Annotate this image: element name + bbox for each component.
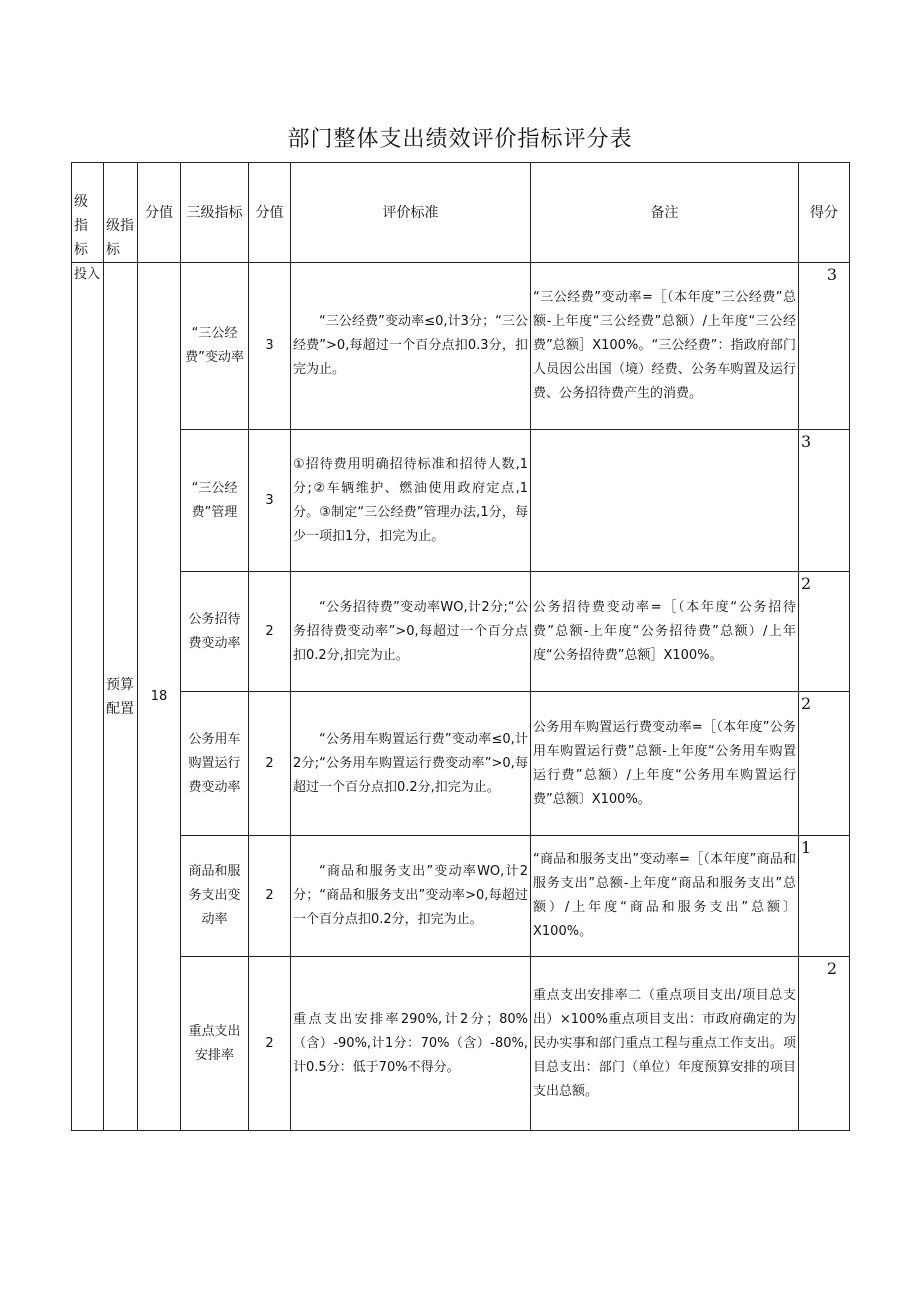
header-score-value-2: 分值 (249, 163, 291, 263)
notes-cell: 公务招待费变动率=［（本年度“公务招待费”总额-上年度“公务招待费”总额）/上年度“公务招待费”总额］X100%。 (531, 572, 799, 692)
table-row (72, 836, 850, 957)
header-row (72, 163, 850, 263)
level2-score-cell: 18 (138, 263, 181, 1131)
indicator-cell: “三公经费”管理 (181, 430, 249, 572)
notes-cell: “三公经费”变动率=［（本年度”三公经费”总额-上年度“三公经费”总额）/上年度“三公经费”总额］X100%。“三公经费”：指政府部门人员因公出国（境）经费、公务车购置及运行费、公务招待费产生的消费。 (531, 263, 799, 430)
indicator-cell: 公务招待费变动率 (181, 572, 249, 692)
notes-cell: 公务用车购置运行费变动率=［（本年度”公务用车购置运行费”总额-上年度“公务用车购置运行费”总额）/上年度“公务用车购置运行费”总额〕X100%。 (531, 692, 799, 836)
score-table (71, 162, 850, 1131)
indicator-score-cell: 3 (249, 430, 291, 572)
indicator-cell: 公务用车购置运行费变动率 (181, 692, 249, 836)
notes-cell: “商品和服务支出”变动率=［（本年度”商品和服务支出”总额-上年度“商品和服务支出”总额）/上年度“商品和服务支出”总额〕X100%。 (531, 836, 799, 957)
indicator-cell: 商品和服务支出变动率 (181, 836, 249, 957)
header-score-value-1: 分值 (138, 163, 181, 263)
header-criteria: 评价标准 (291, 163, 531, 263)
criteria-cell: “公务用车购置运行费”变动率≤0,计2分;“公务用车购置运行费变动率”>0,每超过一个百分点扣0.2分,扣完为止。 (291, 692, 531, 836)
table-row (72, 430, 850, 572)
obtained-score-cell: 2 (799, 957, 850, 1131)
header-level1: 级指标 (72, 163, 104, 263)
notes-cell: 重点支出安排率二（重点项目支出/项目总支出）×100%重点项目支出：市政府确定的为民办实事和部门重点工程与重点工作支出。项目总支出：部门（单位）年度预算安排的项目支出总额。 (531, 957, 799, 1131)
obtained-score-cell: 3 (799, 430, 850, 572)
indicator-score-cell: 2 (249, 836, 291, 957)
criteria-cell: ①招待费用明确招待标准和招待人数,1分;②车辆维护、燃油使用政府定点,1分。③制定“三公经费”管理办法,1分，每少一项扣1分，扣完为止。 (291, 430, 531, 572)
table-row (72, 572, 850, 692)
level1-cell: 投入 (72, 263, 104, 1131)
criteria-cell: “三公经费”变动率≤0,计3分；“三公经费”>0,每超过一个百分点扣0.3分，扣完为止。 (291, 263, 531, 430)
criteria-cell: “公务招待费”变动率WO,计2分;“公务招待费变动率”>0,每超过一个百分点扣0.2分,扣完为止。 (291, 572, 531, 692)
header-level3: 三级指标 (181, 163, 249, 263)
criteria-cell: 重点支出安排率290%,计2分；80%（含）-90%,计1分：70%（含）-80%,计0.5分：低于70%不得分。 (291, 957, 531, 1131)
indicator-cell: “三公经费”变动率 (181, 263, 249, 430)
indicator-score-cell: 2 (249, 957, 291, 1131)
obtained-score-cell: 1 (799, 836, 850, 957)
notes-cell (531, 430, 799, 572)
obtained-score-cell: 2 (799, 572, 850, 692)
table-row (72, 692, 850, 836)
obtained-score-cell: 3 (799, 263, 850, 430)
header-notes: 备注 (531, 163, 799, 263)
table-row (72, 957, 850, 1131)
indicator-cell: 重点支出安排率 (181, 957, 249, 1131)
indicator-score-cell: 3 (249, 263, 291, 430)
page-title: 部门整体支出绩效评价指标评分表 (287, 127, 633, 152)
indicator-score-cell: 2 (249, 692, 291, 836)
table-row (72, 263, 850, 430)
obtained-score-cell: 2 (799, 692, 850, 836)
header-level2: 级指标 (104, 163, 138, 263)
criteria-cell: “商品和服务支出”变动率WO,计2分；“商品和服务支出”变动率>0,每超过一个百分点扣0.2分，扣完为止。 (291, 836, 531, 957)
header-obtained: 得分 (799, 163, 850, 263)
level2-cell: 预算配置 (104, 263, 138, 1131)
indicator-score-cell: 2 (249, 572, 291, 692)
